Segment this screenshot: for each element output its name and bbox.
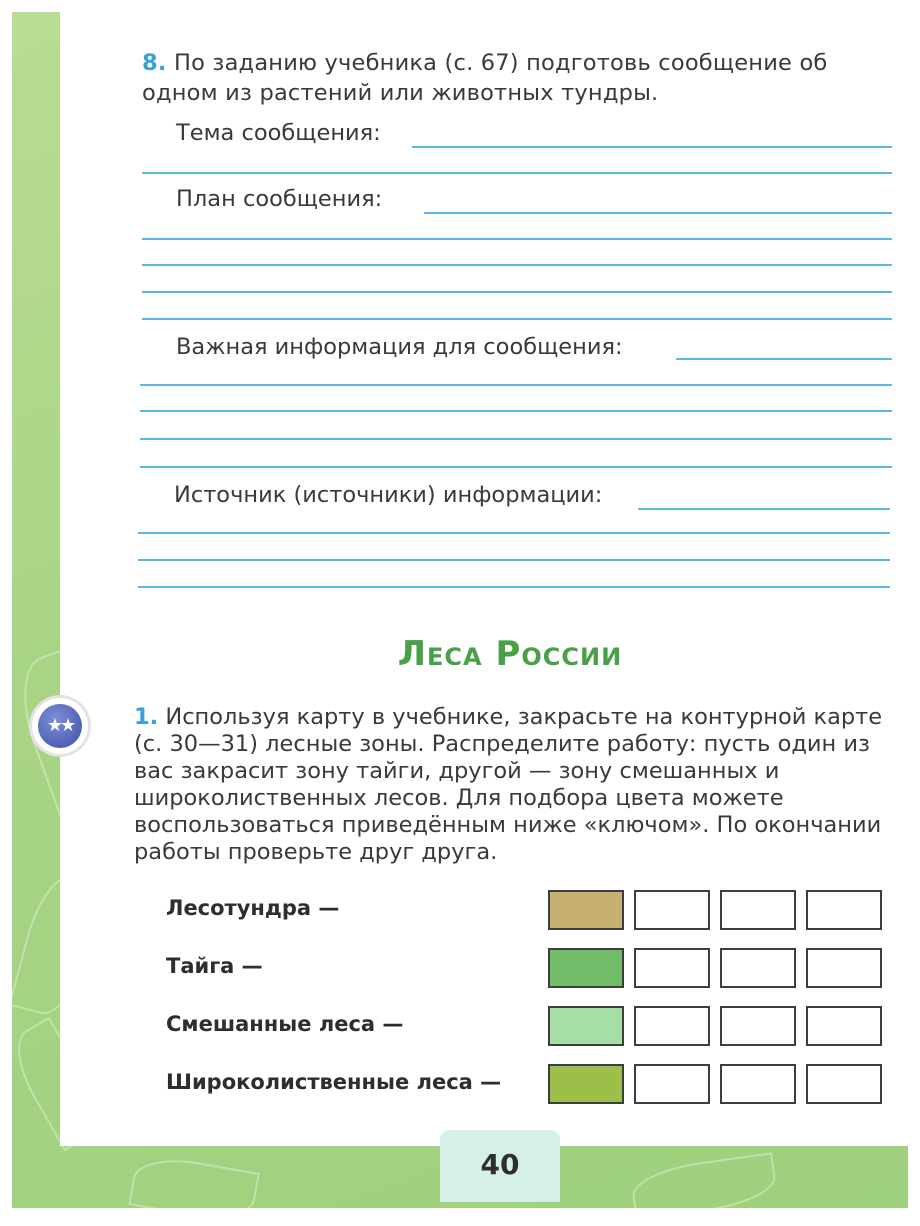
write-line[interactable] bbox=[142, 318, 892, 320]
plan-label: План сообщения: bbox=[176, 186, 383, 212]
color-box[interactable] bbox=[634, 1064, 710, 1104]
write-line[interactable] bbox=[140, 384, 892, 386]
topic-label: Тема сообщения: bbox=[176, 120, 381, 146]
leaf-decoration bbox=[128, 1152, 259, 1226]
important-info-label: Важная информация для сообщения: bbox=[176, 334, 623, 360]
write-line[interactable] bbox=[142, 291, 892, 293]
write-line[interactable] bbox=[138, 532, 890, 534]
write-line[interactable] bbox=[140, 410, 892, 412]
key-label-taiga: Тайга — bbox=[166, 954, 263, 978]
key-label-forest-tundra: Лесотундра — bbox=[166, 896, 340, 920]
color-swatch bbox=[548, 1064, 624, 1104]
color-box[interactable] bbox=[806, 890, 882, 930]
color-box[interactable] bbox=[720, 890, 796, 930]
color-box[interactable] bbox=[806, 1006, 882, 1046]
color-box[interactable] bbox=[806, 1064, 882, 1104]
write-line[interactable] bbox=[142, 172, 892, 174]
task-8-text: По заданию учебника (с. 67) подготовь сообщение об одном из растений или животных тундры. bbox=[142, 50, 828, 106]
color-swatch bbox=[548, 890, 624, 930]
task-1-text: Используя карту в учебнике, закрасьте на контурной карте (с. 30—31) лесные зоны. Распределите работу: пусть один из вас закрасит зону тайги, другой — зону смешанных и широколиственных лесов. Для подбора цвета можете воспользоваться приведённым ниже «ключом». По окончании работы проверьте друг друга. bbox=[134, 704, 883, 865]
sources-label: Источник (источники) информации: bbox=[174, 482, 603, 508]
color-swatch bbox=[548, 1006, 624, 1046]
topic-write-line[interactable] bbox=[412, 146, 892, 148]
color-swatch bbox=[548, 948, 624, 988]
write-line[interactable] bbox=[138, 559, 890, 561]
leaf-decoration bbox=[629, 1152, 778, 1221]
key-label-mixed-forests: Смешанные леса — bbox=[166, 1012, 404, 1036]
color-box[interactable] bbox=[634, 890, 710, 930]
page-number: 40 bbox=[480, 1148, 520, 1181]
color-box[interactable] bbox=[806, 948, 882, 988]
write-line[interactable] bbox=[140, 466, 892, 468]
write-line[interactable] bbox=[142, 238, 892, 240]
task-8 bbox=[142, 48, 894, 108]
stars-icon: ★★ bbox=[32, 698, 88, 754]
write-line[interactable] bbox=[142, 264, 892, 266]
important-info-write-line[interactable] bbox=[676, 358, 892, 360]
color-box[interactable] bbox=[720, 1064, 796, 1104]
section-title: Леса России bbox=[397, 634, 623, 674]
task-1 bbox=[134, 704, 892, 866]
key-label-broadleaf-forests: Широколиственные леса — bbox=[166, 1070, 502, 1094]
color-box[interactable] bbox=[634, 948, 710, 988]
sources-write-line[interactable] bbox=[638, 508, 890, 510]
task-1-number: 1. bbox=[134, 704, 159, 730]
plan-write-line[interactable] bbox=[424, 212, 892, 214]
color-box[interactable] bbox=[634, 1006, 710, 1046]
write-line[interactable] bbox=[140, 438, 892, 440]
task-8-number: 8. bbox=[142, 50, 167, 76]
color-box[interactable] bbox=[720, 1006, 796, 1046]
color-box[interactable] bbox=[720, 948, 796, 988]
write-line[interactable] bbox=[138, 586, 890, 588]
